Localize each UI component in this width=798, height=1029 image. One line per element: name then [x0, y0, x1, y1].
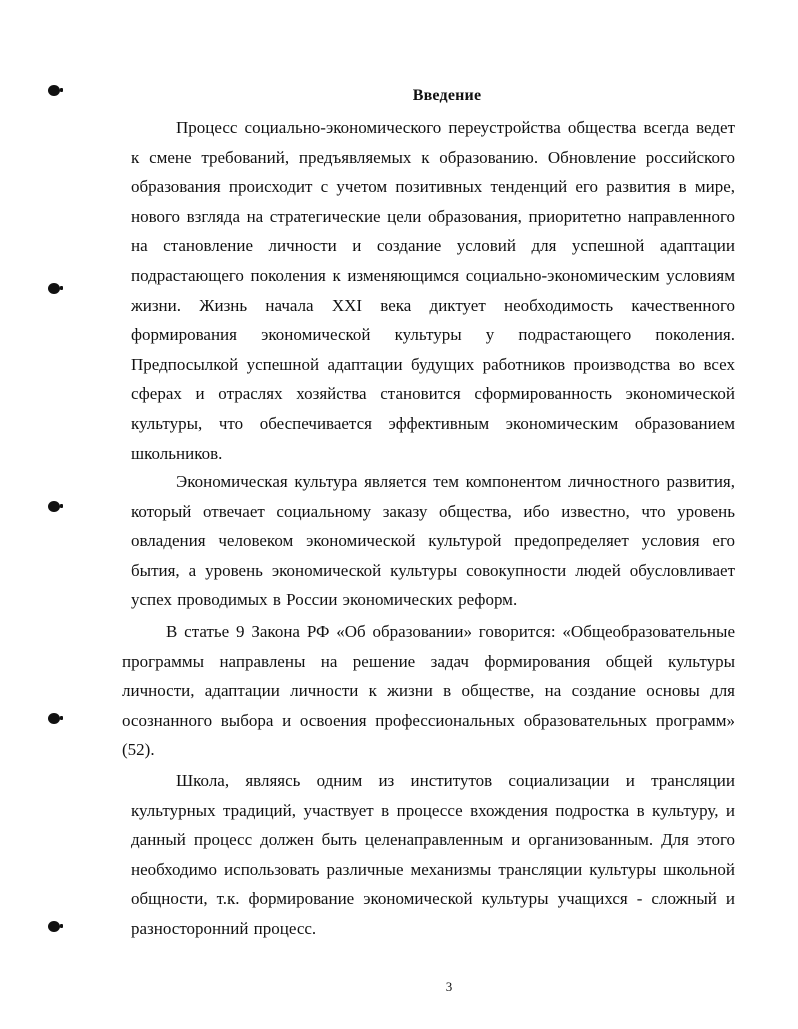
- paragraph: Процесс социально-экономического переустройства общества всегда ведет к смене требований, предъявляемых к образованию. Обновление российского образования происходит с учетом позитивных тенденций его развития в мире, нового взгляда на стратегические цели образования, приоритетно направленного на становление личности и создание условий для успешной адаптации подрастающего поколения к изменяющимся социально-экономическим условиям жизни. Жизнь начала XXI века диктует необходимость качественного формирования экономической культуры у подрастающего поколения. Предпосылкой успешной адаптации будущих работников производства во всех сферах и отраслях хозяйства становится сформированность экономической культуры, что обеспечивается эффективным экономическим образованием школьников.: [131, 118, 735, 463]
- paragraph: В статье 9 Закона РФ «Об образовании» говорится: «Общеобразовательные программы направлены на решение задач формирования общей культуры личности, адаптации личности к жизни в обществе, на создание основы для осознанного выбора и освоения профессиональных образовательных программ» (52).: [122, 622, 735, 760]
- binding-hole-mark: [48, 283, 60, 294]
- page-number: 3: [445, 979, 453, 994]
- paragraph: Школа, являясь одним из институтов социализации и трансляции культурных традиций, участвует в процессе вхождения подростка в культуру, и данный процесс должен быть целенаправленным и организованным. Для этого необходимо использовать различные механизмы трансляции культуры школьной общности, т.к. формирование экономической культуры учащихся - сложный и разносторонний процесс.: [131, 771, 735, 938]
- binding-hole-mark: [48, 921, 60, 932]
- paragraph: Экономическая культура является тем компонентом личностного развития, который отвечает социальному заказу общества, ибо известно, что уровень овладения человеком экономической культурой предопределяет условия его бытия, а уровень экономической культуры совокупности людей обусловливает успех проводимых в России экономических реформ.: [131, 472, 735, 610]
- text-block: [131, 113, 735, 468]
- page-title: Введение: [412, 87, 482, 104]
- text-block: [122, 617, 735, 765]
- binding-hole-mark: [48, 501, 60, 512]
- text-block: [131, 766, 735, 944]
- text-block: [131, 467, 735, 615]
- binding-hole-mark: [48, 713, 60, 724]
